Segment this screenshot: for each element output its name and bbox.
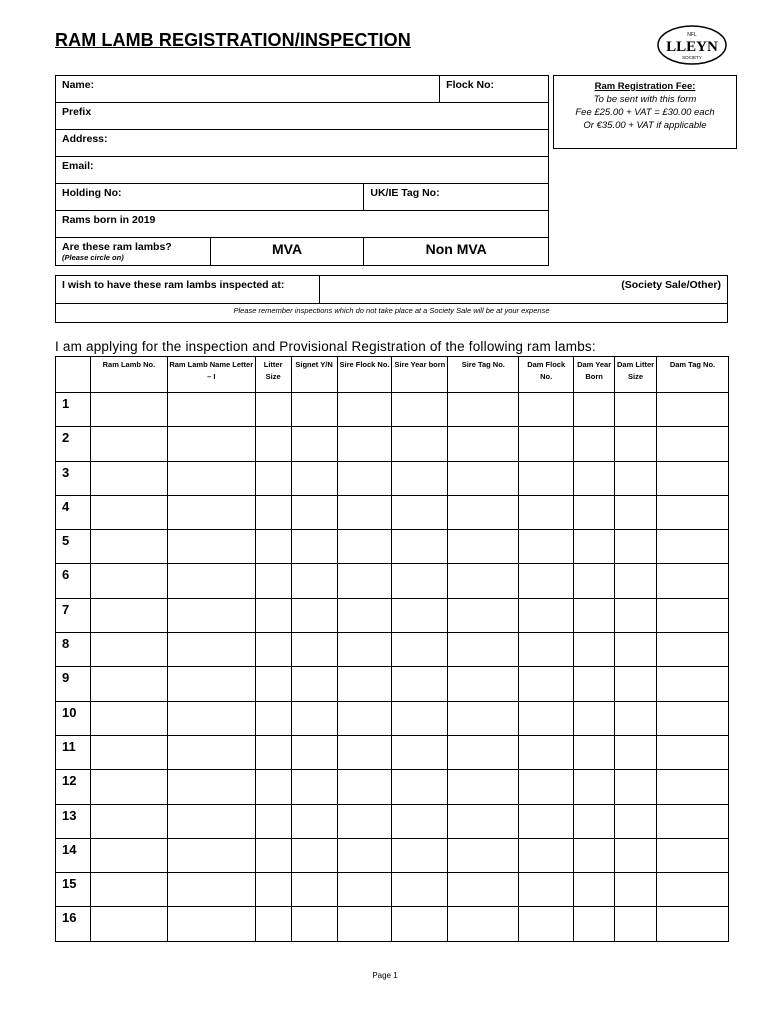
table-row: [56, 495, 729, 529]
table-row: [56, 838, 729, 872]
table-cell[interactable]: [90, 393, 167, 427]
column-header: Dam Litter Size: [615, 357, 657, 393]
table-cell[interactable]: [337, 495, 392, 529]
table-cell[interactable]: [448, 770, 519, 804]
table-cell[interactable]: [615, 393, 657, 427]
table-cell[interactable]: [657, 530, 729, 564]
table-cell[interactable]: [519, 804, 574, 838]
table-cell[interactable]: [392, 735, 448, 769]
table-cell[interactable]: [291, 907, 337, 941]
table-cell[interactable]: [392, 907, 448, 941]
table-cell[interactable]: [392, 564, 448, 598]
row-number: 6: [56, 564, 91, 598]
table-cell[interactable]: [448, 804, 519, 838]
table-cell[interactable]: [291, 530, 337, 564]
table-cell[interactable]: [448, 701, 519, 735]
table-cell[interactable]: [255, 393, 291, 427]
table-cell[interactable]: [519, 633, 574, 667]
table-cell[interactable]: [519, 907, 574, 941]
table-cell[interactable]: [167, 907, 255, 941]
inspection-label: I wish to have these ram lambs inspected at:: [62, 279, 285, 291]
column-header: Sire Tag No.: [448, 357, 519, 393]
table-row: [56, 735, 729, 769]
table-cell[interactable]: [90, 701, 167, 735]
table-cell[interactable]: [448, 907, 519, 941]
table-cell[interactable]: [291, 564, 337, 598]
table-cell[interactable]: [90, 735, 167, 769]
inspection-options: (Society Sale/Other): [621, 279, 721, 291]
table-cell[interactable]: [615, 770, 657, 804]
row-number: 12: [56, 770, 91, 804]
prefix-field[interactable]: Prefix: [56, 103, 549, 130]
table-cell[interactable]: [615, 907, 657, 941]
table-cell[interactable]: [615, 804, 657, 838]
table-cell[interactable]: [615, 838, 657, 872]
table-cell[interactable]: [167, 804, 255, 838]
table-cell[interactable]: [574, 667, 615, 701]
option-mva[interactable]: MVA: [210, 238, 364, 266]
table-cell[interactable]: [448, 393, 519, 427]
table-cell[interactable]: [574, 461, 615, 495]
uk-ie-tag-field[interactable]: UK/IE Tag No:: [364, 184, 549, 211]
table-cell[interactable]: [574, 393, 615, 427]
page-title: RAM LAMB REGISTRATION/INSPECTION: [55, 30, 411, 50]
table-cell[interactable]: [90, 770, 167, 804]
table-cell[interactable]: [255, 598, 291, 632]
table-cell[interactable]: [392, 598, 448, 632]
table-cell[interactable]: [90, 461, 167, 495]
table-cell[interactable]: [90, 530, 167, 564]
table-cell[interactable]: [615, 564, 657, 598]
table-cell[interactable]: [167, 735, 255, 769]
table-cell[interactable]: [615, 530, 657, 564]
row-number: 16: [56, 907, 91, 941]
table-cell[interactable]: [574, 598, 615, 632]
table-cell[interactable]: [519, 770, 574, 804]
table-cell[interactable]: [657, 393, 729, 427]
row-number: 7: [56, 598, 91, 632]
row-number: 5: [56, 530, 91, 564]
flock-no-field[interactable]: Flock No:: [440, 76, 549, 103]
table-row: [56, 770, 729, 804]
table-cell[interactable]: [392, 427, 448, 461]
fee-line-1: To be sent with this form: [593, 94, 697, 105]
table-cell[interactable]: [615, 633, 657, 667]
table-cell[interactable]: [255, 530, 291, 564]
column-header: Ram Lamb No.: [90, 357, 167, 393]
table-cell[interactable]: [291, 770, 337, 804]
table-cell[interactable]: [519, 530, 574, 564]
table-cell[interactable]: [90, 598, 167, 632]
row-number: 3: [56, 461, 91, 495]
table-cell[interactable]: [657, 838, 729, 872]
table-cell[interactable]: [519, 495, 574, 529]
table-cell[interactable]: [337, 873, 392, 907]
table-cell[interactable]: [574, 735, 615, 769]
table-cell[interactable]: [255, 461, 291, 495]
table-cell[interactable]: [615, 873, 657, 907]
table-row: [56, 804, 729, 838]
row-number: 10: [56, 701, 91, 735]
table-cell[interactable]: [291, 495, 337, 529]
table-cell[interactable]: [574, 907, 615, 941]
column-header: Sire Year born: [392, 357, 448, 393]
table-cell[interactable]: [255, 667, 291, 701]
table-cell[interactable]: [167, 598, 255, 632]
table-cell[interactable]: [615, 598, 657, 632]
table-cell[interactable]: [291, 633, 337, 667]
table-cell[interactable]: [90, 907, 167, 941]
table-cell[interactable]: [167, 427, 255, 461]
circle-note: (Please circle on): [62, 253, 124, 262]
lleyn-society-logo: [656, 24, 728, 66]
table-cell[interactable]: [167, 770, 255, 804]
table-cell[interactable]: [615, 461, 657, 495]
table-cell[interactable]: [519, 667, 574, 701]
table-cell[interactable]: [255, 770, 291, 804]
table-cell[interactable]: [392, 530, 448, 564]
table-cell[interactable]: [448, 461, 519, 495]
table-cell[interactable]: [337, 838, 392, 872]
table-cell[interactable]: [167, 461, 255, 495]
table-cell[interactable]: [519, 701, 574, 735]
table-cell[interactable]: [167, 495, 255, 529]
table-cell[interactable]: [657, 667, 729, 701]
email-field[interactable]: Email:: [56, 157, 549, 184]
table-cell[interactable]: [519, 564, 574, 598]
column-header: Litter Size: [255, 357, 291, 393]
table-cell[interactable]: [255, 495, 291, 529]
table-cell[interactable]: [392, 461, 448, 495]
table-cell[interactable]: [615, 701, 657, 735]
table-cell[interactable]: [657, 598, 729, 632]
table-cell[interactable]: [657, 804, 729, 838]
table-cell[interactable]: [615, 495, 657, 529]
table-cell[interactable]: [337, 530, 392, 564]
table-cell[interactable]: [657, 907, 729, 941]
table-cell[interactable]: [657, 701, 729, 735]
table-cell[interactable]: [337, 461, 392, 495]
table-cell[interactable]: [392, 701, 448, 735]
table-cell[interactable]: [337, 564, 392, 598]
table-cell[interactable]: [448, 735, 519, 769]
applying-heading: I am applying for the inspection and Provisional Registration of the following ram lambs:: [55, 339, 596, 354]
fee-box: [553, 75, 737, 149]
table-cell[interactable]: [574, 633, 615, 667]
logo-text-main: LLEYN: [666, 39, 718, 55]
fee-heading: Ram Registration Fee:: [594, 81, 696, 92]
table-cell[interactable]: [615, 667, 657, 701]
table-cell[interactable]: [657, 461, 729, 495]
inspection-box: [55, 275, 728, 323]
table-cell[interactable]: [255, 564, 291, 598]
ram-lambs-table: [55, 356, 729, 942]
table-cell[interactable]: [519, 735, 574, 769]
table-cell[interactable]: [392, 633, 448, 667]
table-cell[interactable]: [574, 838, 615, 872]
row-number: 2: [56, 427, 91, 461]
table-cell[interactable]: [167, 530, 255, 564]
fee-line-3: Or €35.00 + VAT if applicable: [583, 120, 707, 131]
table-row: [56, 907, 729, 941]
table-cell[interactable]: [90, 495, 167, 529]
table-cell[interactable]: [337, 598, 392, 632]
row-number: 15: [56, 873, 91, 907]
table-cell[interactable]: [255, 735, 291, 769]
table-cell[interactable]: [337, 770, 392, 804]
table-cell[interactable]: [167, 633, 255, 667]
table-cell[interactable]: [392, 873, 448, 907]
table-cell[interactable]: [519, 838, 574, 872]
table-cell[interactable]: [90, 873, 167, 907]
table-row: [56, 873, 729, 907]
table-row: [56, 427, 729, 461]
table-cell[interactable]: [291, 461, 337, 495]
table-cell[interactable]: [448, 530, 519, 564]
column-header: Dam Flock No.: [519, 357, 574, 393]
table-cell[interactable]: [90, 564, 167, 598]
table-row: [56, 461, 729, 495]
table-cell[interactable]: [291, 393, 337, 427]
table-cell[interactable]: [255, 804, 291, 838]
table-cell[interactable]: [574, 873, 615, 907]
row-number: 14: [56, 838, 91, 872]
table-cell[interactable]: [167, 393, 255, 427]
table-cell[interactable]: [392, 495, 448, 529]
table-cell[interactable]: [90, 667, 167, 701]
table-cell[interactable]: [291, 873, 337, 907]
table-cell[interactable]: [255, 427, 291, 461]
table-cell[interactable]: [448, 598, 519, 632]
table-cell[interactable]: [255, 907, 291, 941]
table-cell[interactable]: [657, 564, 729, 598]
table-cell[interactable]: [574, 495, 615, 529]
table-cell[interactable]: [90, 633, 167, 667]
row-number: 1: [56, 393, 91, 427]
row-number: 11: [56, 735, 91, 769]
table-cell[interactable]: [448, 427, 519, 461]
table-row: [56, 564, 729, 598]
table-row: [56, 701, 729, 735]
row-number: 13: [56, 804, 91, 838]
table-row: [56, 530, 729, 564]
option-non-mva[interactable]: Non MVA: [364, 238, 549, 266]
logo-text-top: NFL: [687, 32, 697, 38]
rams-born-field[interactable]: Rams born in 2019: [56, 211, 549, 238]
table-cell[interactable]: [657, 770, 729, 804]
column-header: [56, 357, 91, 393]
table-cell[interactable]: [657, 873, 729, 907]
table-cell[interactable]: [657, 427, 729, 461]
table-cell[interactable]: [90, 838, 167, 872]
page-number: Page 1: [372, 971, 398, 980]
ram-lambs-question: Are these ram lambs? (Please circle on): [56, 238, 211, 266]
inspection-note: Please remember inspections which do not take place at a Society Sale will be at your expense: [233, 306, 550, 315]
table-cell[interactable]: [167, 701, 255, 735]
fee-line-2: Fee £25.00 + VAT = £30.00 each: [575, 107, 715, 118]
column-header: Signet Y/N: [291, 357, 337, 393]
table-cell[interactable]: [519, 461, 574, 495]
table-cell[interactable]: [574, 701, 615, 735]
table-row: [56, 667, 729, 701]
table-cell[interactable]: [337, 427, 392, 461]
table-cell[interactable]: [90, 427, 167, 461]
table-cell[interactable]: [448, 564, 519, 598]
column-header: Ram Lamb Name Letter – I: [167, 357, 255, 393]
table-cell[interactable]: [167, 838, 255, 872]
table-cell[interactable]: [392, 667, 448, 701]
holding-no-field[interactable]: Holding No:: [56, 184, 364, 211]
table-cell[interactable]: [291, 598, 337, 632]
table-cell[interactable]: [392, 804, 448, 838]
column-header: Dam Tag No.: [657, 357, 729, 393]
table-cell[interactable]: [519, 393, 574, 427]
table-cell[interactable]: [291, 427, 337, 461]
table-cell[interactable]: [657, 495, 729, 529]
table-cell[interactable]: [392, 838, 448, 872]
table-cell[interactable]: [255, 838, 291, 872]
inspection-location-row[interactable]: [56, 276, 727, 304]
table-cell[interactable]: [291, 667, 337, 701]
table-cell[interactable]: [519, 598, 574, 632]
table-cell[interactable]: [615, 735, 657, 769]
row-number: 9: [56, 667, 91, 701]
table-row: [56, 598, 729, 632]
table-cell[interactable]: [657, 735, 729, 769]
table-cell[interactable]: [519, 427, 574, 461]
table-header-row: [56, 357, 729, 393]
table-cell[interactable]: [615, 427, 657, 461]
table-cell[interactable]: [167, 667, 255, 701]
table-cell[interactable]: [392, 393, 448, 427]
table-cell[interactable]: [337, 735, 392, 769]
table-cell[interactable]: [574, 770, 615, 804]
table-cell[interactable]: [448, 495, 519, 529]
column-header: Sire Flock No.: [337, 357, 392, 393]
table-cell[interactable]: [90, 804, 167, 838]
table-cell[interactable]: [255, 633, 291, 667]
table-cell[interactable]: [337, 804, 392, 838]
table-cell[interactable]: [519, 873, 574, 907]
table-cell[interactable]: [574, 530, 615, 564]
row-number: 8: [56, 633, 91, 667]
table-cell[interactable]: [448, 873, 519, 907]
table-cell[interactable]: [574, 804, 615, 838]
address-field[interactable]: Address:: [56, 130, 549, 157]
table-cell[interactable]: [448, 633, 519, 667]
logo-text-bottom: SOCIETY: [682, 55, 702, 60]
table-row: [56, 393, 729, 427]
table-cell[interactable]: [337, 633, 392, 667]
table-cell[interactable]: [255, 873, 291, 907]
table-cell[interactable]: [167, 564, 255, 598]
name-field[interactable]: Name:: [56, 76, 440, 103]
table-cell[interactable]: [167, 873, 255, 907]
column-header: Dam Year Born: [574, 357, 615, 393]
table-cell[interactable]: [291, 735, 337, 769]
table-cell[interactable]: [337, 701, 392, 735]
table-cell[interactable]: [392, 770, 448, 804]
table-cell[interactable]: [291, 701, 337, 735]
table-cell[interactable]: [574, 427, 615, 461]
table-cell[interactable]: [337, 393, 392, 427]
table-cell[interactable]: [337, 907, 392, 941]
row-number: 4: [56, 495, 91, 529]
table-cell[interactable]: [337, 667, 392, 701]
table-row: [56, 633, 729, 667]
table-cell[interactable]: [255, 701, 291, 735]
table-cell[interactable]: [448, 667, 519, 701]
table-cell[interactable]: [291, 838, 337, 872]
applicant-details-table: [55, 75, 549, 266]
table-cell[interactable]: [448, 838, 519, 872]
table-cell[interactable]: [657, 633, 729, 667]
table-cell[interactable]: [574, 564, 615, 598]
table-cell[interactable]: [291, 804, 337, 838]
